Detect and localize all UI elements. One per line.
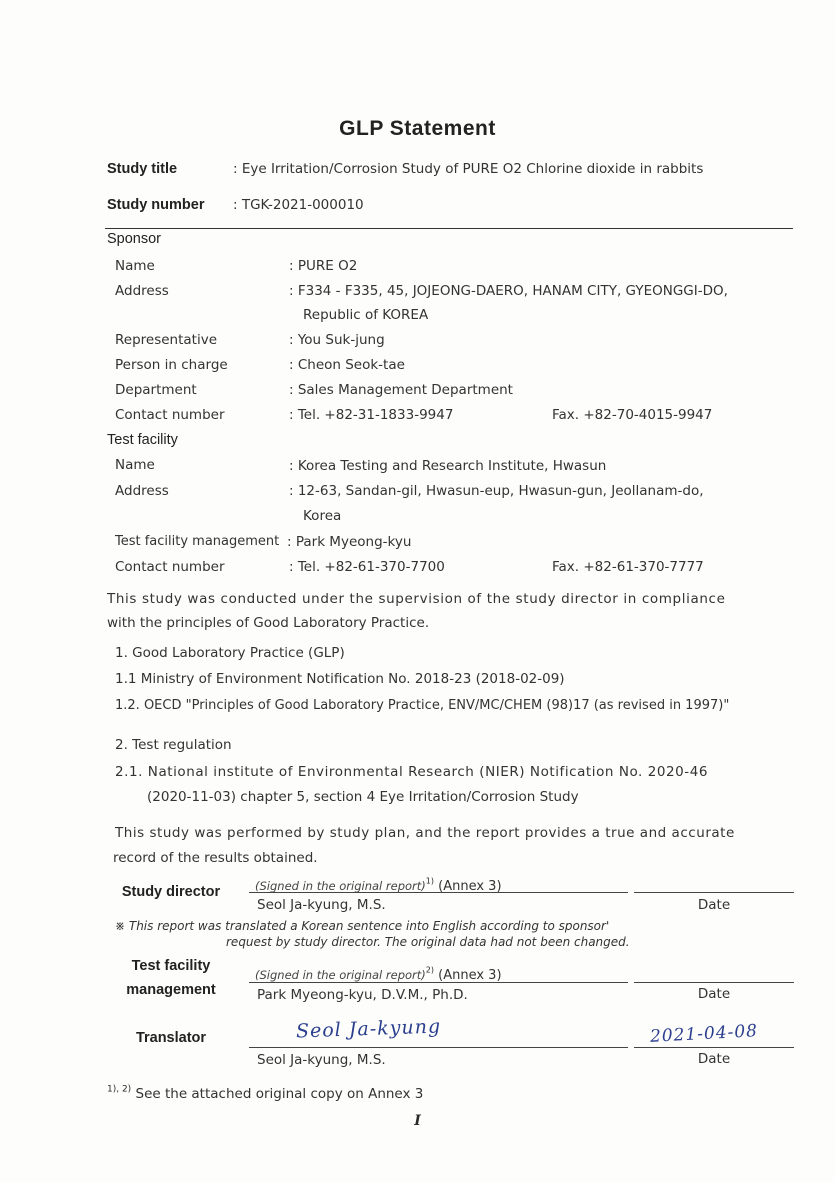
page-title: GLP Statement [339, 117, 496, 140]
study-number-value: : TGK-2021-000010 [233, 197, 364, 213]
facility-heading: Test facility [107, 432, 178, 448]
date-line [634, 982, 794, 983]
translator-handwritten-date: 2021-04-08 [649, 1021, 759, 1047]
signed-original-text: (Signed in the original report) [255, 879, 426, 893]
signature-line [249, 982, 628, 983]
list-item-glp: 1. Good Laboratory Practice (GLP) [115, 645, 345, 661]
footnote [107, 1083, 423, 1102]
sponsor-name-label: Name [115, 258, 155, 274]
facility-tel: : Tel. +82-61-370-7700 [289, 559, 445, 575]
date-label: Date [697, 986, 731, 1002]
signature-line [249, 1047, 628, 1048]
translator-handwritten-signature: Seol Ja-kyung [295, 1015, 442, 1043]
facility-management-label-line1: Test facility [131, 958, 211, 974]
sponsor-dept-value: : Sales Management Department [289, 382, 513, 398]
study-title-label: Study title [107, 161, 178, 177]
annex-ref: (Annex 3) [434, 879, 502, 894]
sponsor-address-line2: Republic of KOREA [303, 307, 429, 323]
facility-name-value: : Korea Testing and Research Institute, Hwasun [289, 458, 607, 474]
facility-manager-name: Park Myeong-kyu, D.V.M., Ph.D. [257, 987, 468, 1003]
sponsor-rep-label: Representative [115, 332, 218, 348]
sponsor-tel: : Tel. +82-31-1833-9947 [289, 407, 454, 423]
footnote-mark-2: 2) [425, 965, 434, 975]
date-label: Date [697, 897, 731, 913]
translation-note-line2: request by study director. The original data had not been changed. [226, 935, 630, 949]
study-title-value: : Eye Irritation/Corrosion Study of PURE O2 Chlorine dioxide in rabbits [233, 161, 704, 177]
facility-contact-label: Contact number [115, 559, 225, 575]
footnote-text: See the attached original copy on Annex 3 [131, 1086, 424, 1102]
sponsor-address-line1: : F334 - F335, 45, JOJEONG-DAERO, HANAM CITY, GYEONGGI-DO, [289, 283, 728, 299]
date-label: Date [697, 1051, 731, 1067]
study-director-name: Seol Ja-kyung, M.S. [257, 897, 386, 913]
compliance-para-line2: with the principles of Good Laboratory Practice. [107, 615, 430, 631]
facility-address-line2: Korea [303, 508, 342, 524]
facility-signed-note [255, 964, 502, 983]
list-item-test-regulation: 2. Test regulation [115, 737, 232, 753]
header-divider [105, 228, 793, 229]
date-line [634, 892, 794, 893]
list-item-2-1-line1: 2.1. National institute of Environmental Research (NIER) Notification No. 2020-46 [115, 764, 708, 780]
sponsor-name-value: : PURE O2 [289, 258, 358, 274]
performance-para-line1: This study was performed by study plan, and the report provides a true and accurate [115, 825, 735, 841]
page-number: I [414, 1113, 421, 1129]
facility-address-label: Address [115, 483, 169, 499]
facility-name-label: Name [115, 457, 155, 473]
facility-mgmt-label: Test facility management [115, 534, 280, 549]
footnote-marks: 1), 2) [107, 1084, 132, 1095]
date-line [634, 1047, 794, 1048]
annex-ref: (Annex 3) [434, 968, 502, 983]
translator-name: Seol Ja-kyung, M.S. [257, 1052, 386, 1068]
facility-address-line1: : 12-63, Sandan-gil, Hwasun-eup, Hwasun-gun, Jeollanam-do, [289, 483, 704, 499]
facility-management-label-line2: management [126, 982, 216, 998]
list-item-1-2: 1.2. OECD "Principles of Good Laboratory Practice, ENV/MC/CHEM (98)17 (as revised in 1997)" [115, 698, 730, 713]
list-item-2-1-line2: (2020-11-03) chapter 5, section 4 Eye Irritation/Corrosion Study [147, 789, 579, 805]
sponsor-dept-label: Department [115, 382, 197, 398]
sponsor-heading: Sponsor [107, 231, 162, 247]
sponsor-pic-value: : Cheon Seok-tae [289, 357, 405, 373]
study-director-label: Study director [121, 884, 221, 900]
translation-note-line1: ※ This report was translated a Korean sentence into English according to sponsor' [115, 919, 610, 933]
sponsor-pic-label: Person in charge [115, 357, 228, 373]
translator-label: Translator [135, 1030, 207, 1046]
facility-mgmt-value: : Park Myeong-kyu [287, 534, 412, 550]
signature-line [249, 892, 628, 893]
sponsor-address-label: Address [115, 283, 169, 299]
footnote-mark-1: 1) [425, 876, 434, 886]
sponsor-fax: Fax. +82-70-4015-9947 [552, 407, 713, 423]
performance-para-line2: record of the results obtained. [113, 850, 318, 866]
sponsor-contact-label: Contact number [115, 407, 225, 423]
list-item-1-1: 1.1 Ministry of Environment Notification No. 2018-23 (2018-02-09) [115, 671, 565, 687]
facility-fax: Fax. +82-61-370-7777 [552, 559, 704, 575]
sponsor-rep-value: : You Suk-jung [289, 332, 385, 348]
study-number-label: Study number [107, 197, 205, 213]
compliance-para-line1: This study was conducted under the supervision of the study director in compliance [107, 591, 726, 607]
signed-original-text: (Signed in the original report) [255, 968, 426, 982]
